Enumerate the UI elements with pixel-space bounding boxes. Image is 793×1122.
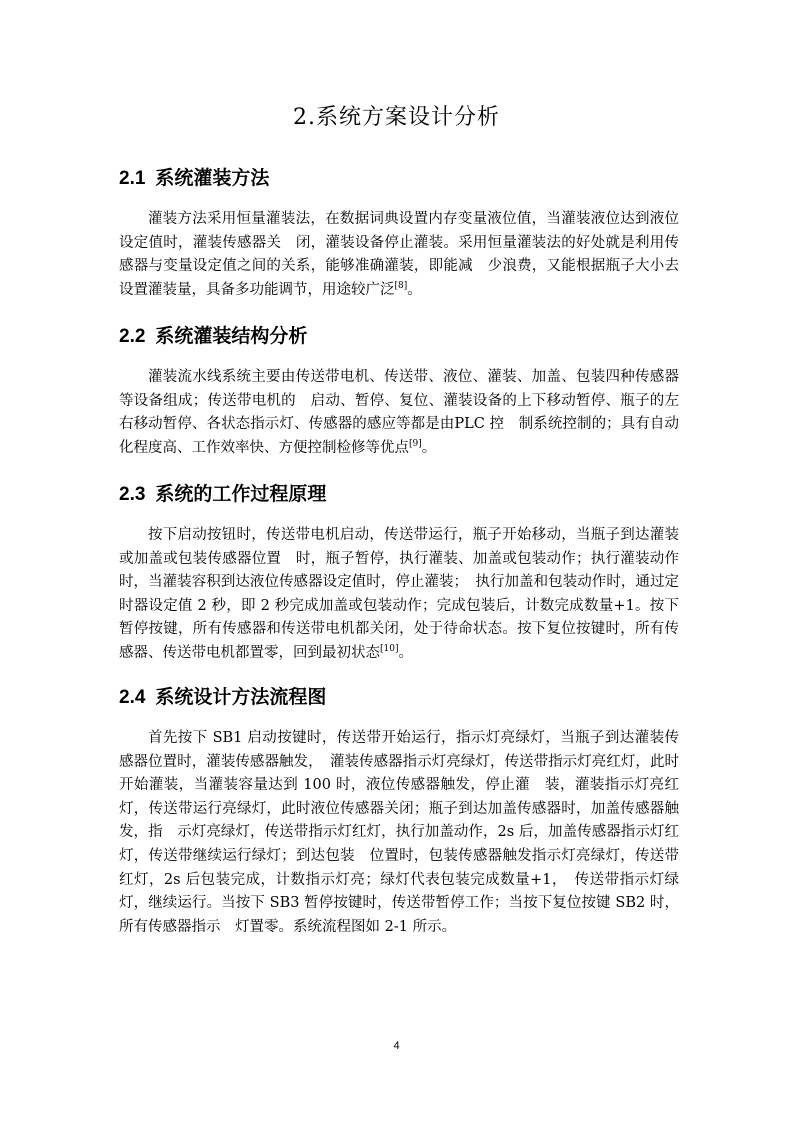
section-title: 系统灌装方法 (155, 168, 270, 189)
section-heading (119, 164, 679, 194)
paragraph-text: 按下启动按钮时，传送带电机启动，传送带运行，瓶子开始移动，当瓶子到达灌装或加盖或包装传感器位置 时，瓶子暂停，执行灌装、加盖或包装动作；执行灌装动作时，当灌装容积到达液位传感器设定值时，停止灌装； 执行加盖和包装动作时，通过定时器设定值 2 秒，即 2 秒完成加盖或包装动作；完成包装后，计数完成数量+1。按下暂停按键，所有传感器和传送带电机都关闭，处于待命状态。按下复位按键时，所有传感器、传送带电机都置零，回到最初状态 (119, 527, 679, 661)
section-2-3 (119, 480, 679, 666)
section-paragraph (119, 208, 679, 302)
paragraph-tail: 。 (407, 281, 422, 298)
section-2-2 (119, 322, 679, 460)
section-title: 系统设计方法流程图 (155, 687, 327, 708)
paragraph-text: 灌装方法采用恒量灌装法，在数据词典设置内存变量液位值，当灌装液位达到液位设定值时，灌装传感器关 闭，灌装设备停止灌装。采用恒量灌装法的好处就是利用传感器与变量设定值之间的关系，能够准确灌装，即能减 少浪费，又能根据瓶子大小去设置灌装量，具备多功能调节，用途较广泛 (119, 211, 679, 298)
section-number: 2.2 (119, 326, 146, 347)
section-paragraph (119, 366, 679, 460)
citation-ref: [8] (394, 280, 408, 291)
paragraph-tail: 。 (398, 644, 413, 661)
section-number: 2.1 (119, 168, 146, 189)
chapter-title: 2.系统方案设计分析 (293, 105, 500, 130)
section-number: 2.4 (119, 687, 146, 708)
paragraph-text: 灌装流水线系统主要由传送带电机、传送带、液位、灌装、加盖、包装四种传感器等设备组成；传送带电机的 启动、暂停、复位、灌装设备的上下移动暂停、瓶子的左右移动暂停、各状态指示灯、传感器的感应等都是由PLC 控 制系统控制的；具有自动化程度高、工作效率快、方便控制检修等优点 (119, 369, 679, 456)
section-title: 系统的工作过程原理 (155, 484, 327, 505)
citation-ref: [9] (409, 438, 422, 449)
section-paragraph (119, 727, 679, 939)
section-heading (119, 480, 679, 510)
section-paragraph (119, 524, 679, 666)
page-number: 4 (393, 1040, 400, 1052)
section-heading (119, 322, 679, 352)
citation-ref: [10] (380, 644, 399, 655)
section-number: 2.3 (119, 484, 146, 505)
section-2-1 (119, 164, 679, 302)
paragraph-text: 首先按下 SB1 启动按键时，传送带开始运行，指示灯亮绿灯，当瓶子到达灌装传感器位置时，灌装传感器触发， 灌装传感器指示灯亮绿灯，传送带指示灯亮红灯，此时开始灌装，当灌装容量达到 100 时，液位传感器触发，停止灌 装，灌装指示灯亮红灯，传送带运行亮绿灯，此时液位传感器关闭；瓶子到达加盖传感器时，加盖传感器触发，指 示灯亮绿灯，传送带指示灯红灯，执行加盖动作，2s 后，加盖传感器指示灯红灯，传送带继续运行绿灯；到达包装 位置时，包装传感器触发指示灯亮绿灯，传送带红灯，2s 后包装完成，计数指示灯亮；绿灯代表包装完成数量+1， 传送带指示灯绿灯，继续运行。当按下 SB3 暂停按键时，传送带暂停工作；当按下复位按键 SB2 时，所有传感器指示 灯置零。系统流程图如 2-1 所示。 (119, 730, 679, 935)
section-2-4 (119, 683, 679, 939)
section-heading (119, 683, 679, 713)
paragraph-tail: 。 (421, 439, 437, 456)
section-title: 系统灌装结构分析 (155, 326, 308, 347)
